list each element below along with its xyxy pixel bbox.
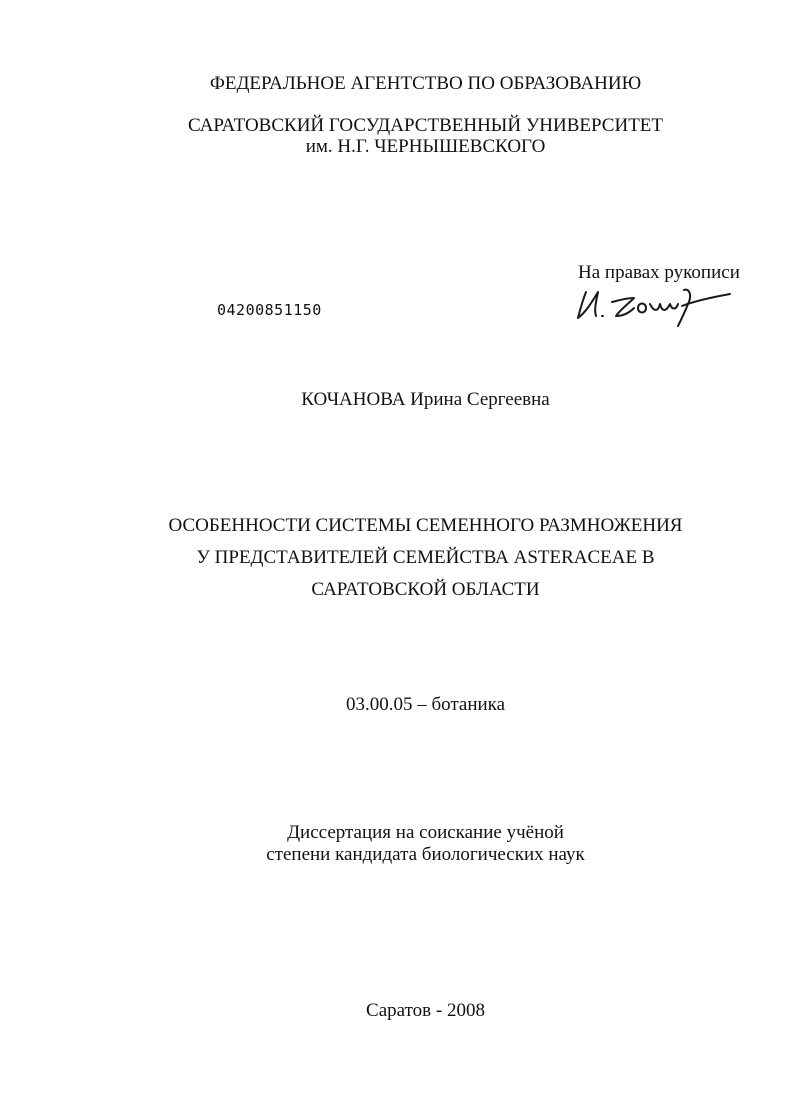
degree-statement-line-1: Диссертация на соискание учёной: [287, 822, 564, 843]
university-name: САРАТОВСКИЙ ГОСУДАРСТВЕННЫЙ УНИВЕРСИТЕТ: [187, 115, 664, 136]
author-signature: [572, 282, 732, 328]
thesis-title-line-3: САРАТОВСКОЙ ОБЛАСТИ: [311, 579, 540, 600]
university-namesake: им. Н.Г. ЧЕРНЫШЕВСКОГО: [305, 136, 546, 157]
manuscript-rights-label: На правах рукописи: [578, 262, 740, 283]
city-and-year: Саратов - 2008: [366, 1000, 485, 1021]
thesis-title-line-2: У ПРЕДСТАВИТЕЛЕЙ СЕМЕЙСТВА ASTERACEAE В: [196, 547, 655, 568]
agency-heading: ФЕДЕРАЛЬНОЕ АГЕНТСТВО ПО ОБРАЗОВАНИЮ: [209, 73, 642, 94]
author-name: КОЧАНОВА Ирина Сергеевна: [301, 389, 550, 410]
inventory-number: 04200851150: [217, 301, 322, 319]
thesis-title-line-1: ОСОБЕННОСТИ СИСТЕМЫ СЕМЕННОГО РАЗМНОЖЕНИЯ: [168, 515, 683, 536]
degree-statement-line-2: степени кандидата биологических наук: [266, 844, 585, 865]
specialty-code: 03.00.05 – ботаника: [345, 694, 506, 715]
